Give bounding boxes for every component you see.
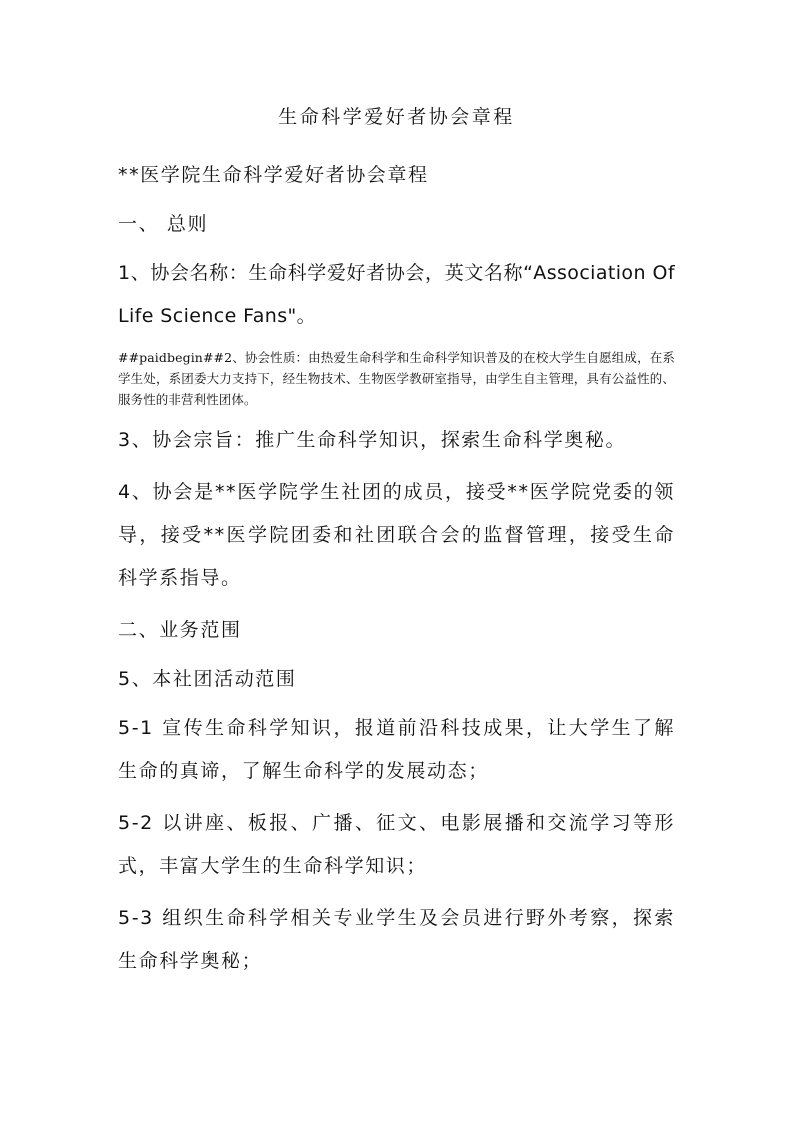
paragraph-scope-5-2: 5-2 以讲座、板报、广播、征文、电影展播和交流学习等形式，丰富大学生的生命科学知识；: [118, 812, 675, 877]
paragraph-activity-scope: 5、本社团活动范围: [118, 668, 297, 690]
paragraph-scope-5-3: 5-3 组织生命科学相关专业学生及会员进行野外考察，探索生命科学奥秘；: [118, 907, 675, 972]
paragraph-association-purpose: 3、协会宗旨：推广生命科学知识，探索生命科学奥秘。: [118, 429, 627, 451]
sub-title: **医学院生命科学爱好者协会章程: [118, 164, 429, 186]
paragraph-association-name: 1、协会名称：生命科学爱好者协会，英文名称“Association Of Life Science Fans"。: [118, 262, 675, 327]
section-heading-business-scope: 二、业务范围: [118, 619, 242, 641]
document-title: 生命科学爱好者协会章程: [278, 106, 515, 128]
paragraph-association-membership: 4、协会是**医学院学生社团的成员，接受**医学院党委的领导，接受**医学院团委和社团联合会的监督管理，接受生命科学系指导。: [118, 481, 675, 589]
document-body: [118, 98, 675, 992]
section-heading-general: 一、 总则: [118, 213, 209, 235]
paragraph-association-nature: ##paidbegin##2、协会性质：由热爱生命科学和生命科学知识普及的在校大学生自愿组成，在系学生处，系团委大力支持下，经生物技术、生物医学教研室指导，由学生自主管理，具有公益性的、服务性的非营利性团体。: [118, 350, 675, 407]
paragraph-scope-5-1: 5-1 宣传生命科学知识，报道前沿科技成果，让大学生了解生命的真谛，了解生命科学的发展动态；: [118, 717, 675, 782]
